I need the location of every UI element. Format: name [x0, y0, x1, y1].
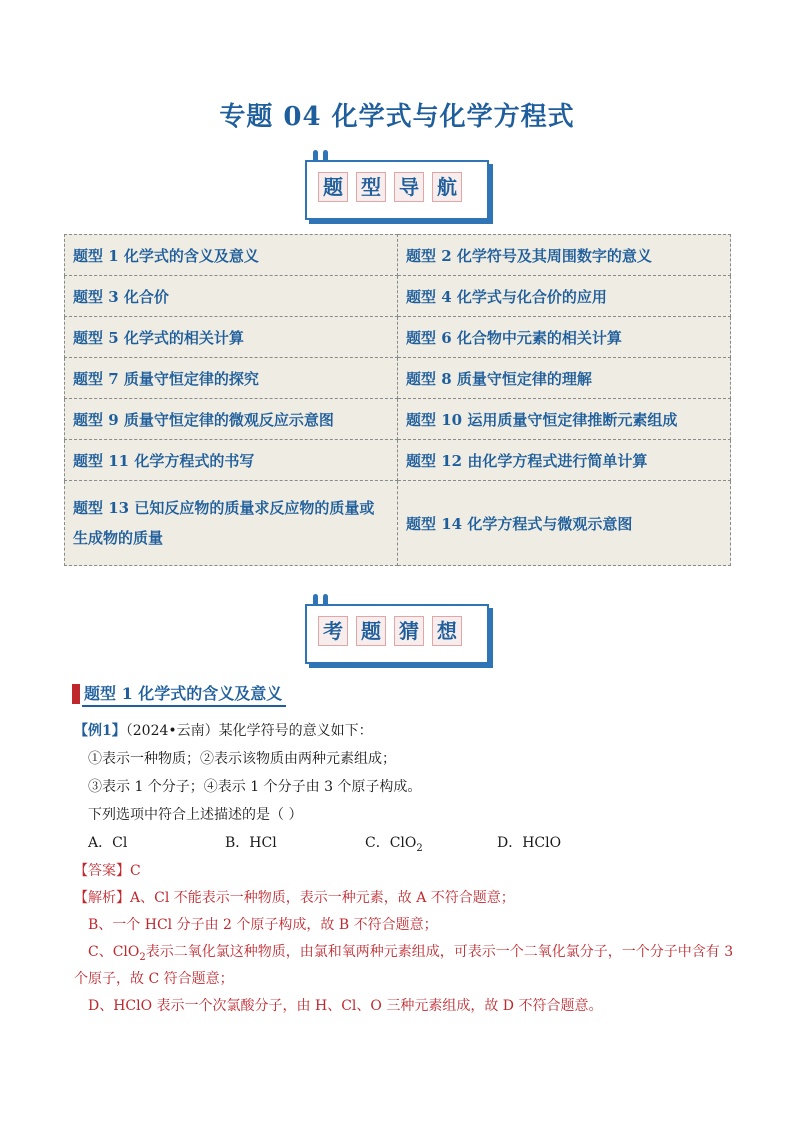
- example-source: （2024•云南）某化学符号的意义如下：: [125, 723, 373, 739]
- section-marker-icon: [72, 684, 80, 704]
- nav-cell[interactable]: 题型 3 化合价: [65, 276, 398, 317]
- example-tag: 【例1】: [74, 723, 126, 739]
- banner-char: 导: [394, 172, 424, 202]
- answer-value: C: [130, 863, 141, 879]
- analysis-tag: 【解析】: [74, 890, 130, 906]
- banner-char: 题: [318, 172, 348, 202]
- table-row: [65, 276, 731, 317]
- nav-cell[interactable]: 题型 13 已知反应物的质量求反应物的质量或生成物的质量: [65, 481, 398, 566]
- analysis-b: B、一个 HCl 分子由 2 个原子构成，故 B 不符合题意；: [88, 917, 438, 933]
- nav-cell[interactable]: 题型 14 化学方程式与微观示意图: [398, 481, 731, 566]
- nav-cell[interactable]: 题型 5 化学式的相关计算: [65, 317, 398, 358]
- nav-cell[interactable]: 题型 6 化合物中元素的相关计算: [398, 317, 731, 358]
- nav-cell[interactable]: 题型 1 化学式的含义及意义: [65, 235, 398, 276]
- table-row: [65, 317, 731, 358]
- banner-char: 考: [318, 616, 348, 646]
- analysis-c: C、ClO$_2$表示二氧化氯这种物质，由氯和氧两种元素组成，可表示一个二氧化氯分子，一个分子中含有 3: [88, 944, 734, 963]
- nav-cell[interactable]: 题型 9 质量守恒定律的微观反应示意图: [65, 399, 398, 440]
- option-d: D．HClO: [497, 835, 562, 851]
- banner-char: 猜: [394, 616, 424, 646]
- nav-cell[interactable]: 题型 8 质量守恒定律的理解: [398, 358, 731, 399]
- banner-char: 航: [432, 172, 462, 202]
- example-line-1: ①表示一种物质；②表示该物质由两种元素组成；: [88, 751, 396, 767]
- nav-cell[interactable]: 题型 7 质量守恒定律的探究: [65, 358, 398, 399]
- nav-cell[interactable]: 题型 4 化学式与化合价的应用: [398, 276, 731, 317]
- answer-line: [74, 860, 141, 880]
- table-row: [65, 481, 731, 566]
- banner-exam-predictions: [305, 596, 488, 658]
- nav-cell[interactable]: 题型 2 化学符号及其周围数字的意义: [398, 235, 731, 276]
- banner-type-navigation: [305, 152, 488, 214]
- section-heading: [72, 682, 286, 706]
- nav-cell[interactable]: 题型 10 运用质量守恒定律推断元素组成: [398, 399, 731, 440]
- table-row: [65, 440, 731, 481]
- analysis-a: 【解析】A、Cl 不能表示一种物质，表示一种元素，故 A 不符合题意；: [74, 890, 515, 906]
- option-c: C．ClO$_2$: [365, 835, 423, 854]
- table-row: [65, 358, 731, 399]
- nav-cell[interactable]: 题型 11 化学方程式的书写: [65, 440, 398, 481]
- page-title: 专题 04 化学式与化学方程式: [219, 102, 575, 132]
- option-b: B．HCl: [225, 835, 277, 851]
- table-row: [65, 235, 731, 276]
- banner-char: 型: [356, 172, 386, 202]
- nav-cell[interactable]: 题型 12 由化学方程式进行简单计算: [398, 440, 731, 481]
- section-label: 题型 1 化学式的含义及意义: [82, 681, 286, 707]
- banner-char: 想: [432, 616, 462, 646]
- option-a: A．Cl: [88, 835, 128, 851]
- table-row: [65, 399, 731, 440]
- example-line-2: ③表示 1 个分子；④表示 1 个分子由 3 个原子构成。: [88, 779, 422, 795]
- answer-tag: 【答案】: [74, 863, 130, 879]
- example-header: [74, 720, 373, 740]
- analysis-d: D、HClO 表示一个次氯酸分子，由 H、Cl、O 三种元素组成，故 D 不符合题意。: [88, 998, 603, 1014]
- banner-char: 题: [356, 616, 386, 646]
- example-line-3: 下列选项中符合上述描述的是（ ）: [88, 807, 303, 823]
- type-navigation-table: [64, 234, 731, 566]
- analysis-c-continued: 个原子，故 C 符合题意；: [74, 971, 234, 987]
